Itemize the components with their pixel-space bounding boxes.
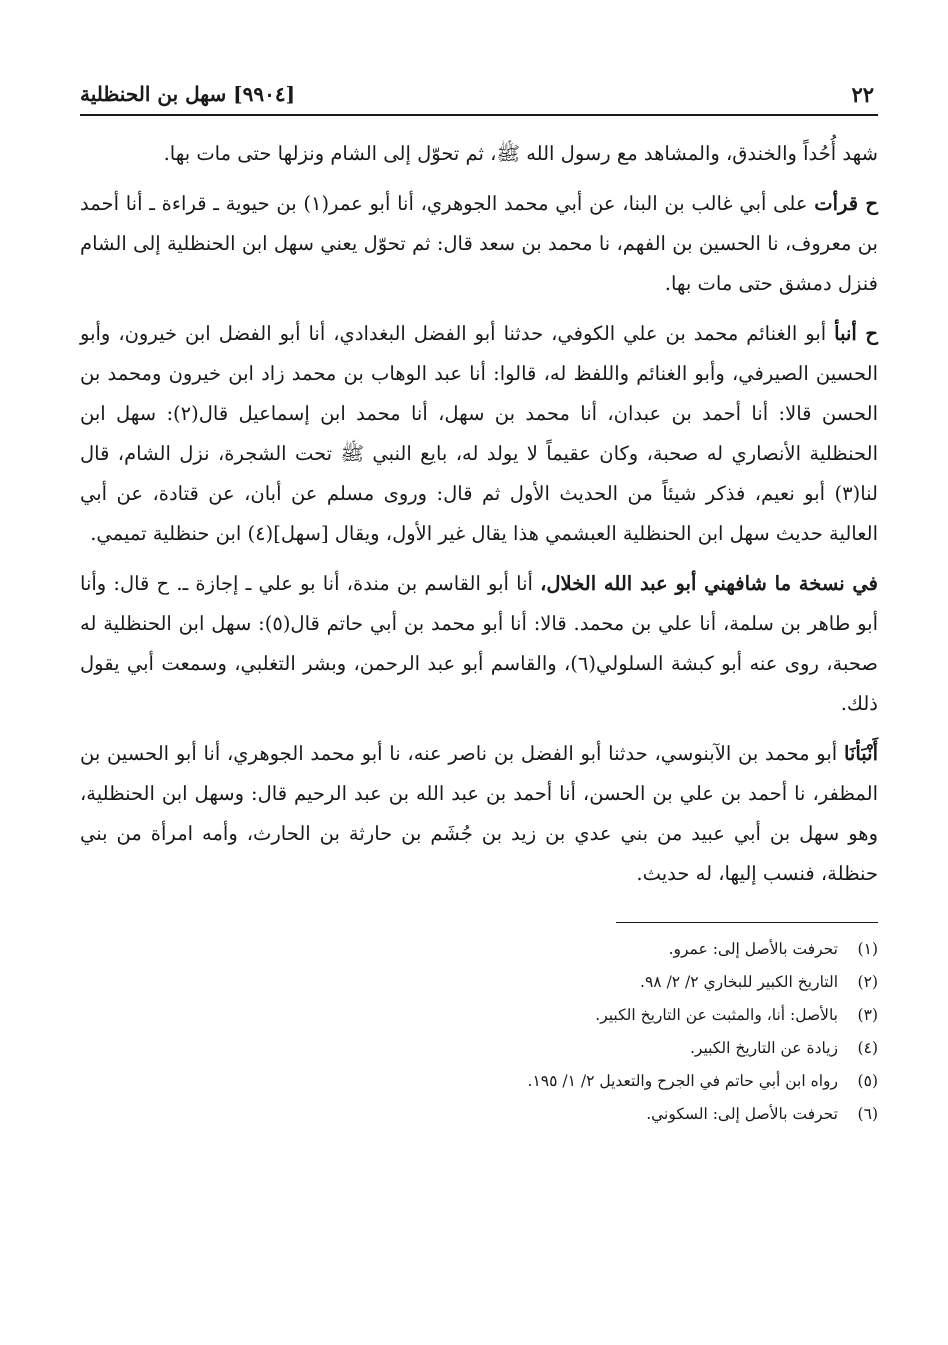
- running-title: [٩٩٠٤] سهل بن الحنظلية: [80, 82, 296, 106]
- page-header: [80, 78, 878, 116]
- paragraph-text: أبو الغنائم محمد بن علي الكوفي، حدثنا أبو الفضل البغدادي، أنا أبو الفضل ابن خيرون، وأبو الحسين الصيرفي، وأبو الغنائم واللفظ له، قالوا: أنا عبد الوهاب بن محمد زاد ابن خيرون ومحمد بن الحسن قالا: أنا أحمد بن عبدان، أنا محمد بن سهل، أنا محمد ابن إسماعيل قال(٢): سهل ابن الحنظلية الأنصاري له صحبة، وكان عقيماً لا يولد له، بايع النبي ﷺ تحت الشجرة، نزل الشام، قال لنا(٣) أبو نعيم، فذكر شيئاً من الحديث الأول ثم قال: وروى مسلم عن أبان، عن قتادة، عن أبي العالية حديث سهل ابن الحنظلية العبشمي هذا يقال غير الأول، ويقال [سهل](٤) ابن حنظلية تميمي.: [80, 322, 879, 545]
- paragraph: [80, 314, 878, 554]
- footnote-text: رواه ابن أبي حاتم في الجرح والتعديل ٢/ ١/ ١٩٥.: [527, 1072, 838, 1090]
- paragraph-lead: في نسخة ما شافهني أبو عبد الله الخلال،: [540, 572, 878, 595]
- footnote: [80, 933, 878, 966]
- paragraph-text: أنا أبو القاسم بن مندة، أنا بو علي ـ إجازة ـ. ح قال: وأنا أبو طاهر بن سلمة، أنا علي بن محمد. قالا: أنا أبو محمد بن أبي حاتم قال(٥): سهل ابن الحنظلية له صحبة، روى عنه أبو كبشة السلولي(٦)، والقاسم أبو عبد الرحمن، وبشر التغلبي، وسمعت أبي يقول ذلك.: [80, 572, 878, 715]
- paragraph-text: على أبي غالب بن البنا، عن أبي محمد الجوهري، أنا أبو عمر(١) بن حيوية ـ قراءة ـ أنا أحمد بن معروف، نا الحسين بن الفهم، نا محمد بن سعد قال: ثم تحوّل يعني سهل ابن الحنظلية إلى الشام فنزل دمشق حتى مات بها.: [80, 192, 878, 295]
- paragraph-text: أبو محمد بن الآبنوسي، حدثنا أبو الفضل بن ناصر عنه، نا أبو محمد الجوهري، أنا أبو الحسين بن المظفر، نا أحمد بن علي بن الحسن، أنا أحمد بن عبد الله بن عبد الرحيم قال: وسهل ابن الحنظلية، وهو سهل بن أبي عبيد من بني عدي بن زيد بن جُشَم بن حارثة بن الحارث، وأمه امرأة من بني حنظلة، فنسب إليها، له حديث.: [80, 742, 878, 885]
- footnote-divider: [616, 922, 878, 923]
- footnote: [80, 999, 878, 1032]
- paragraph-lead: ح قرأت: [814, 192, 878, 215]
- paragraph: [80, 734, 878, 894]
- paragraph-lead: ح أنبأ: [834, 322, 879, 345]
- footnote-number: (٣): [857, 1006, 878, 1024]
- footnote: [80, 1065, 878, 1098]
- footnote: [80, 1098, 878, 1131]
- footnotes-list: [80, 933, 878, 1131]
- paragraph: [80, 184, 878, 304]
- footnote-number: (٥): [857, 1072, 878, 1090]
- paragraph: [80, 134, 878, 174]
- paragraph: [80, 564, 878, 724]
- footnote: [80, 1032, 878, 1065]
- book-page: [80, 78, 878, 1131]
- footnote-text: زيادة عن التاريخ الكبير.: [689, 1039, 838, 1057]
- footnote-number: (٤): [857, 1039, 878, 1057]
- paragraph-lead: أَنْبَأنَا: [843, 742, 878, 765]
- footnote-number: (٢): [857, 973, 878, 991]
- footnote: [80, 966, 878, 999]
- footnote-text: تحرفت بالأصل إلى: عمرو.: [668, 940, 838, 958]
- footnote-text: تحرفت بالأصل إلى: السكوني.: [646, 1105, 838, 1123]
- footnote-text: بالأصل: أنا، والمثبت عن التاريخ الكبير.: [595, 1006, 838, 1024]
- footnote-text: التاريخ الكبير للبخاري ٢/ ٢/ ٩٨.: [640, 973, 838, 991]
- paragraph-text: شهد أُحُداً والخندق، والمشاهد مع رسول الله ﷺ، ثم تحوّل إلى الشام ونزلها حتى مات بها.: [163, 142, 878, 165]
- footnote-number: (٦): [857, 1105, 878, 1123]
- page-number: ٢٢: [851, 82, 874, 107]
- footnote-number: (١): [857, 940, 878, 958]
- body-text: [80, 134, 878, 894]
